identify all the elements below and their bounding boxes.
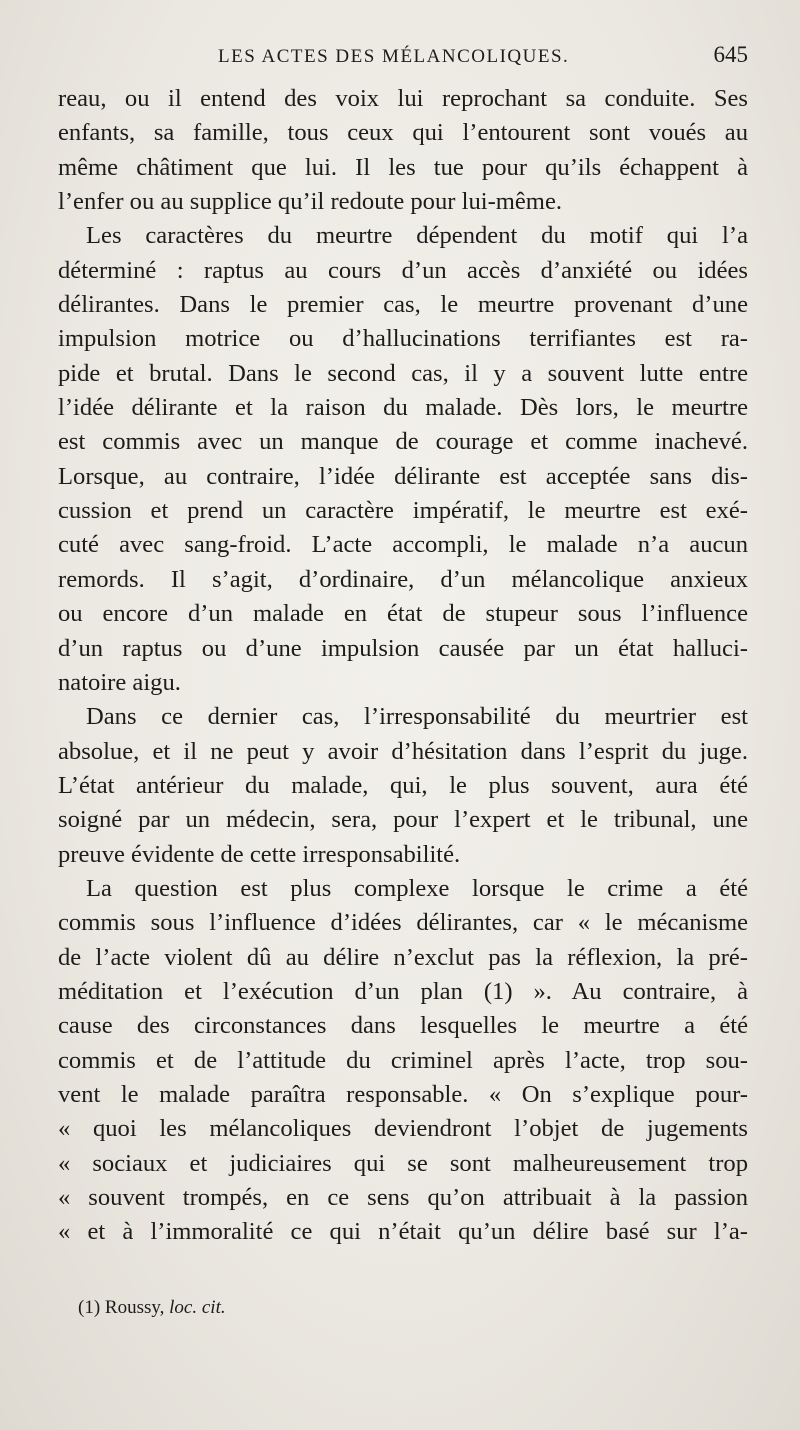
text-line: « souvent trompés, en ce sens qu’on attribuait à la passion (58, 1184, 748, 1211)
text-line: l’idée délirante et la raison du malade. Dès lors, le meurtre (58, 394, 748, 422)
running-header (58, 40, 748, 76)
text-line: soigné par un médecin, sera, pour l’expert et le tribunal, une (58, 806, 748, 834)
text-line: commis sous l’influence d’idées délirantes, car « le mécanisme (58, 909, 748, 937)
text-line: d’un raptus ou d’une impulsion causée par un état halluci- (58, 634, 748, 662)
text-line: même châtiment que lui. Il les tue pour qu’ils échappent à (58, 153, 748, 181)
text-line: ou encore d’un malade en état de stupeur sous l’influence (58, 600, 748, 628)
running-title: LES ACTES DES MÉLANCOLIQUES. (218, 46, 570, 67)
text-line: de l’acte violent dû au délire n’exclut pas la réflexion, la pré- (58, 943, 748, 971)
text-line: cause des circonstances dans lesquelles le meurtre a été (58, 1012, 748, 1040)
text-line: « quoi les mélancoliques deviendront l’objet de jugements (58, 1115, 748, 1143)
text-line: est commis avec un manque de courage et comme inachevé. (58, 428, 748, 456)
text-line: commis et de l’attitude du criminel après l’acte, trop sou- (58, 1046, 748, 1074)
text-line: preuve évidente de cette irresponsabilité. (58, 840, 461, 868)
text-line: pide et brutal. Dans le second cas, il y a souvent lutte entre (58, 359, 748, 387)
text-line: Les caractères du meurtre dépendent du motif qui l’a (86, 222, 748, 250)
text-line: reau, ou il entend des voix lui reprochant sa conduite. Ses (58, 85, 748, 112)
footnote-citation: loc. cit. (169, 1297, 226, 1318)
text-line: cussion et prend un caractère impératif, le meurtre est exé- (58, 497, 748, 525)
text-line: enfants, sa famille, tous ceux qui l’entourent sont voués au (58, 119, 748, 147)
text-line: La question est plus complexe lorsque le crime a été (86, 874, 748, 902)
text-line: natoire aigu. (58, 668, 181, 696)
text-line: « et à l’immoralité ce qui n’était qu’un délire basé sur l’a- (58, 1218, 748, 1246)
footnote-author: Roussy, (104, 1297, 165, 1318)
text-line: remords. Il s’agit, d’ordinaire, d’un mélancolique anxieux (58, 565, 748, 593)
text-line: L’état antérieur du malade, qui, le plus souvent, aura été (58, 771, 748, 799)
text-line: impulsion motrice ou d’hallucinations terrifiantes est ra- (58, 325, 748, 353)
text-line: délirantes. Dans le premier cas, le meurtre provenant d’une (58, 291, 748, 319)
text-line: l’enfer ou au supplice qu’il redoute pour lui-même. (58, 188, 563, 216)
text-line: Lorsque, au contraire, l’idée délirante est acceptée sans dis- (58, 462, 748, 490)
text-line: déterminé : raptus au cours d’un accès d’anxiété ou idées (58, 256, 748, 284)
footnote-marker: (1) (78, 1297, 101, 1318)
body-text (58, 82, 748, 1250)
text-line: cuté avec sang-froid. L’acte accompli, le malade n’a aucun (58, 531, 748, 559)
text-line: « sociaux et judiciaires qui se sont malheureusement trop (58, 1149, 748, 1177)
footnote (78, 1297, 226, 1319)
text-line: méditation et l’exécution d’un plan (1) ». Au contraire, à (58, 977, 748, 1005)
text-line: Dans ce dernier cas, l’irresponsabilité du meurtrier est (86, 703, 748, 731)
text-line: vent le malade paraîtra responsable. « On s’explique pour- (58, 1080, 748, 1108)
text-line: absolue, et il ne peut y avoir d’hésitation dans l’esprit du juge. (58, 737, 748, 765)
page-number: 645 (713, 42, 748, 67)
